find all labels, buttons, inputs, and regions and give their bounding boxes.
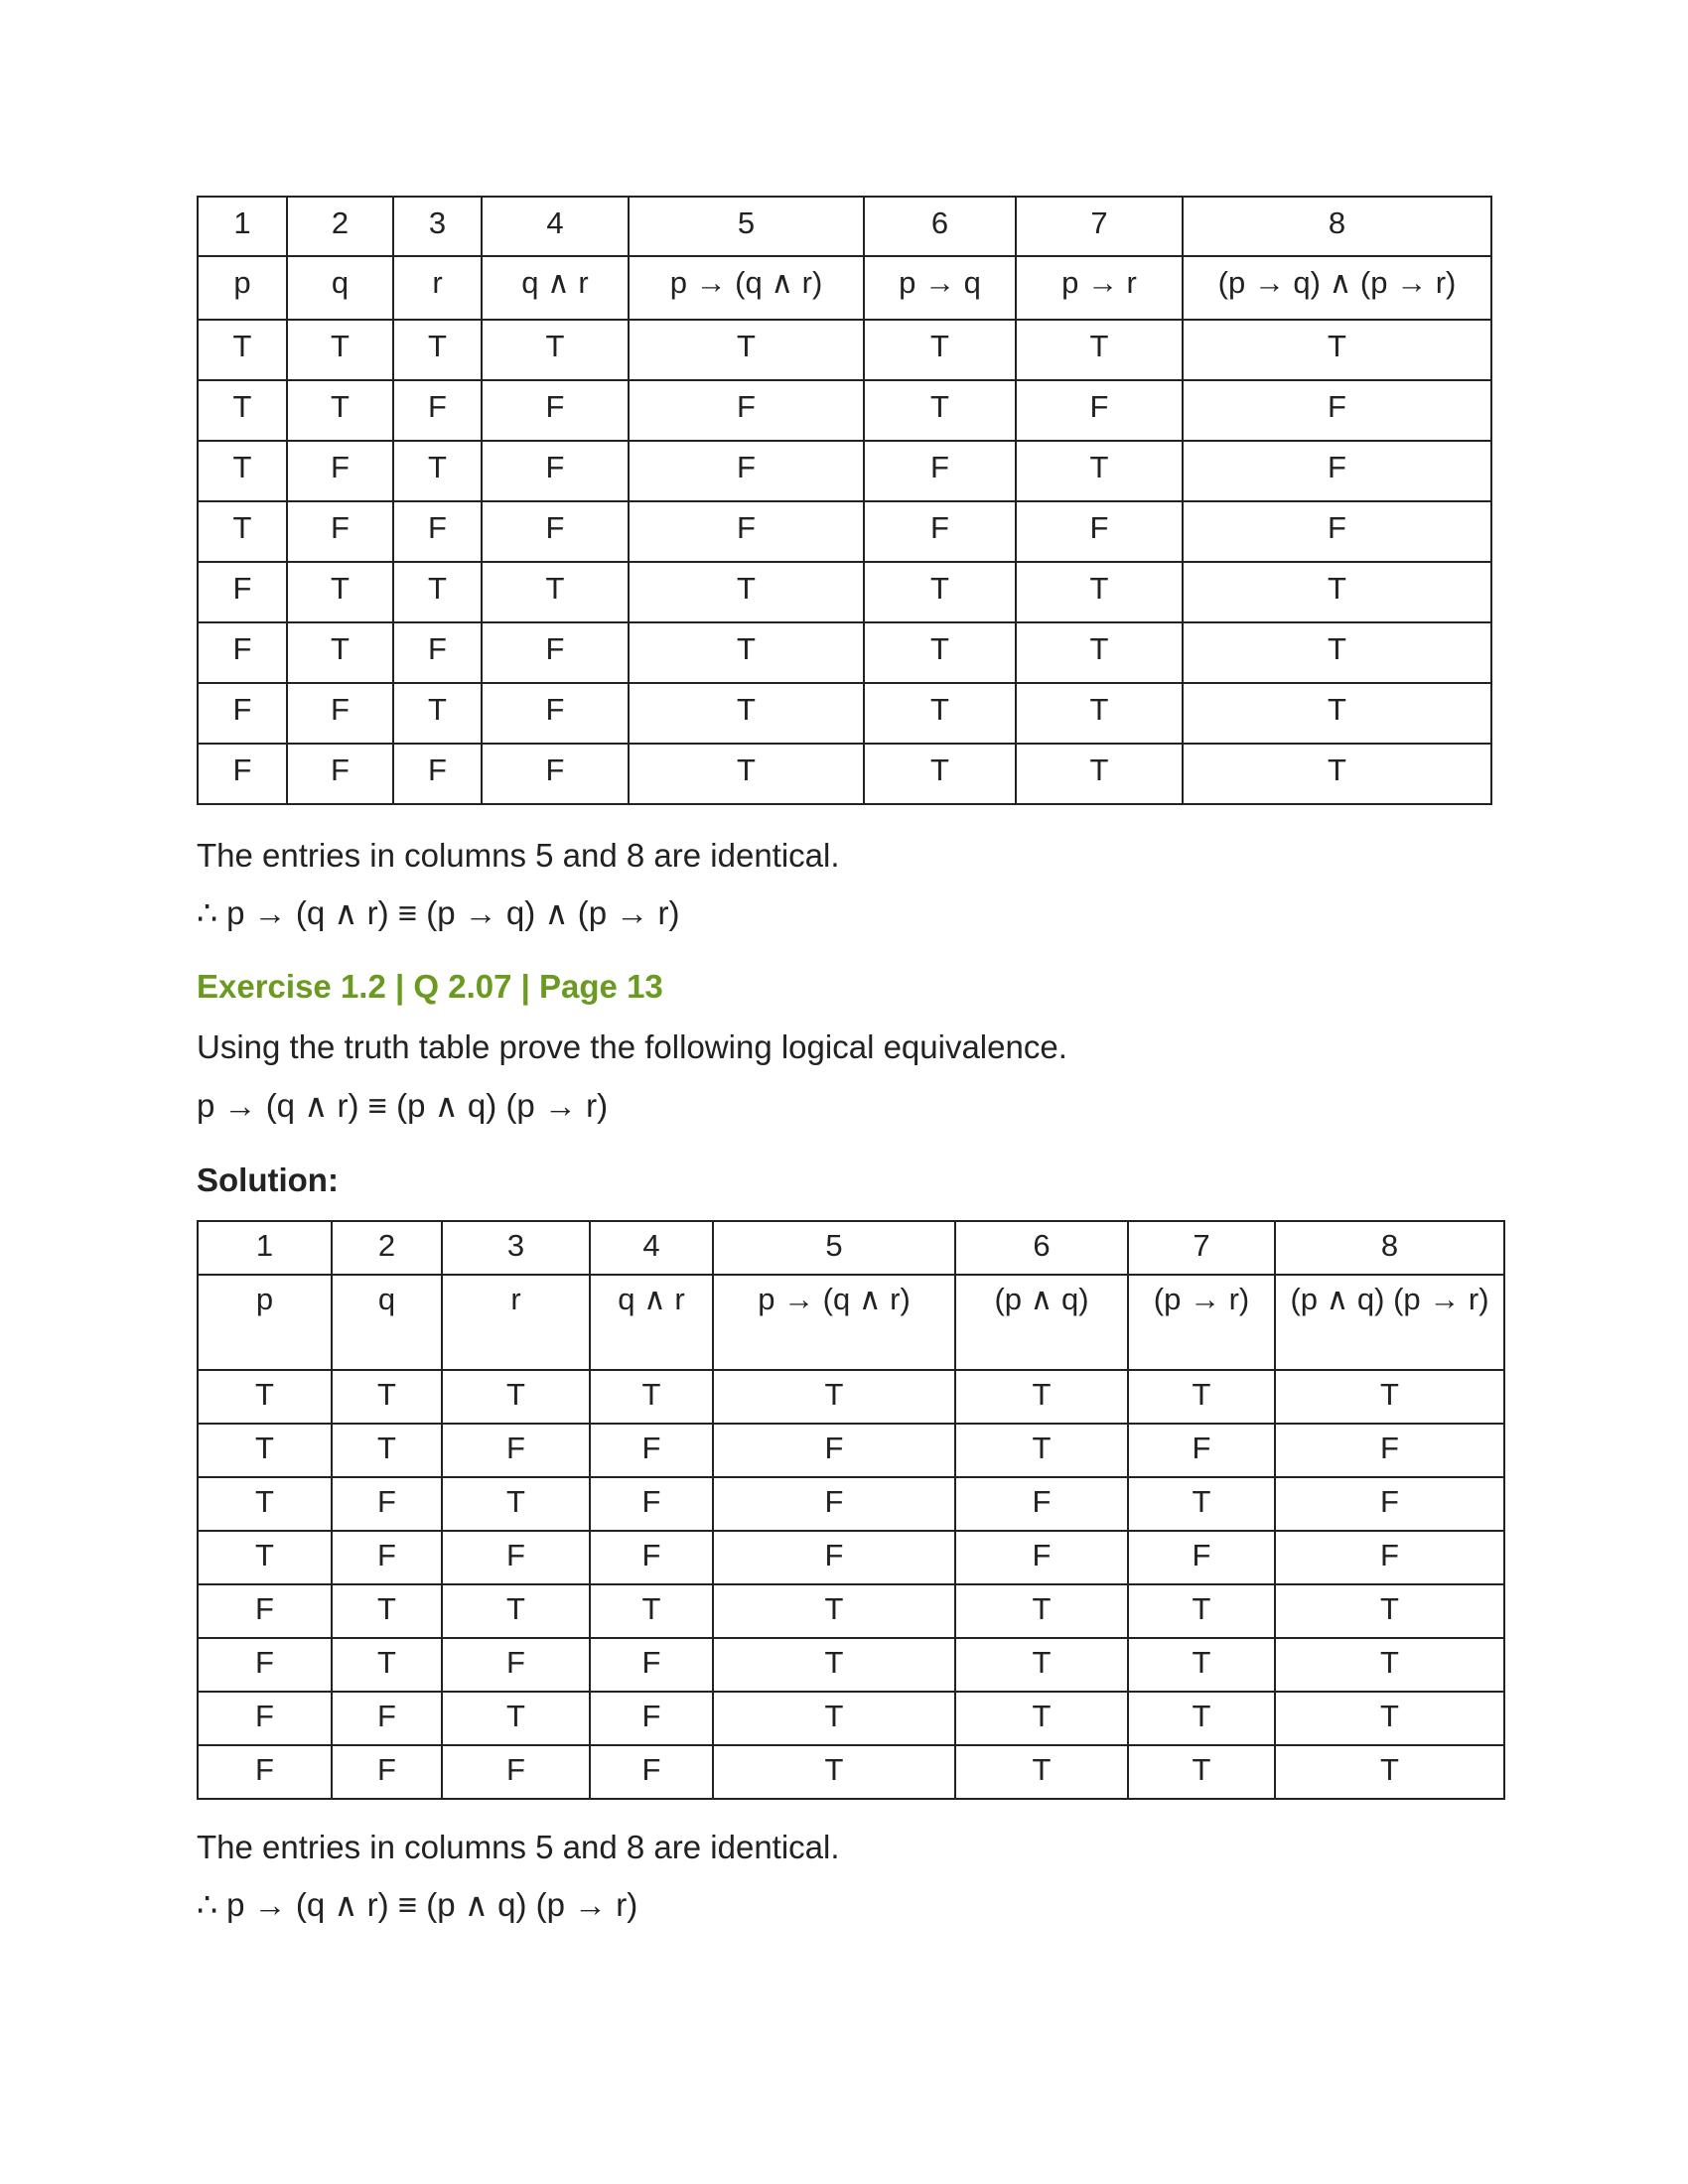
table-cell: F bbox=[198, 744, 287, 804]
table-cell: F bbox=[1016, 501, 1183, 562]
table-cell: T bbox=[1183, 622, 1491, 683]
table-cell: (p ∧ q) bbox=[955, 1275, 1128, 1370]
column-header-row bbox=[198, 1275, 1504, 1370]
table-cell: T bbox=[629, 744, 864, 804]
table-cell: T bbox=[442, 1692, 590, 1745]
table-cell: T bbox=[1275, 1638, 1504, 1692]
table-cell: T bbox=[393, 562, 482, 622]
column-number-row bbox=[198, 197, 1491, 256]
table-cell: F bbox=[864, 441, 1016, 501]
table-cell: 3 bbox=[442, 1221, 590, 1275]
table-cell: F bbox=[629, 380, 864, 441]
table-cell: T bbox=[393, 683, 482, 744]
table-cell: T bbox=[955, 1638, 1128, 1692]
table-cell: F bbox=[1275, 1424, 1504, 1477]
table-cell: T bbox=[864, 380, 1016, 441]
table-cell: F bbox=[590, 1745, 713, 1799]
table-cell: T bbox=[482, 320, 629, 380]
table-cell: T bbox=[629, 320, 864, 380]
table-cell: T bbox=[1128, 1584, 1275, 1638]
table-cell: T bbox=[1128, 1477, 1275, 1531]
table-cell: F bbox=[198, 562, 287, 622]
table-cell: T bbox=[955, 1370, 1128, 1424]
table-row bbox=[198, 501, 1491, 562]
table-cell: T bbox=[955, 1424, 1128, 1477]
table-cell: T bbox=[1183, 683, 1491, 744]
table-cell: T bbox=[198, 320, 287, 380]
table-cell: T bbox=[955, 1692, 1128, 1745]
table-row bbox=[198, 1424, 1504, 1477]
table-cell: F bbox=[393, 622, 482, 683]
table-cell: (p → q) ∧ (p → r) bbox=[1183, 256, 1491, 320]
table-cell: T bbox=[713, 1584, 955, 1638]
table-cell: T bbox=[442, 1370, 590, 1424]
table-cell: T bbox=[1016, 441, 1183, 501]
table-cell: F bbox=[590, 1531, 713, 1584]
table-cell: T bbox=[332, 1638, 442, 1692]
table-cell: F bbox=[955, 1531, 1128, 1584]
table-cell: q bbox=[287, 256, 393, 320]
table-cell: T bbox=[1016, 744, 1183, 804]
table-cell: F bbox=[1128, 1424, 1275, 1477]
table-cell: T bbox=[1183, 320, 1491, 380]
table-cell: F bbox=[482, 501, 629, 562]
table-row bbox=[198, 1745, 1504, 1799]
table-cell: F bbox=[287, 501, 393, 562]
table-cell: T bbox=[332, 1424, 442, 1477]
table-cell: F bbox=[482, 380, 629, 441]
table-cell: F bbox=[1275, 1531, 1504, 1584]
table-cell: T bbox=[332, 1370, 442, 1424]
table-cell: F bbox=[332, 1477, 442, 1531]
table-cell: T bbox=[713, 1638, 955, 1692]
identical-note-2: The entries in columns 5 and 8 are identical. bbox=[197, 1829, 840, 1865]
truth-table-1 bbox=[197, 196, 1492, 805]
table-cell: F bbox=[1275, 1477, 1504, 1531]
table-cell: F bbox=[629, 441, 864, 501]
table-cell: T bbox=[198, 380, 287, 441]
table-cell: T bbox=[864, 622, 1016, 683]
table-cell: p bbox=[198, 1275, 332, 1370]
table-cell: p → q bbox=[864, 256, 1016, 320]
table-cell: (p ∧ q) (p → r) bbox=[1275, 1275, 1504, 1370]
conclusion-1: ∴ p → (q ∧ r) ≡ (p → q) ∧ (p → r) bbox=[197, 894, 680, 931]
table-cell: T bbox=[198, 1477, 332, 1531]
table-cell: T bbox=[1275, 1370, 1504, 1424]
identical-note-1: The entries in columns 5 and 8 are identical. bbox=[197, 837, 840, 874]
table-cell: q ∧ r bbox=[482, 256, 629, 320]
table-row bbox=[198, 622, 1491, 683]
table-cell: T bbox=[955, 1584, 1128, 1638]
table-cell: T bbox=[1183, 562, 1491, 622]
table-cell: T bbox=[287, 320, 393, 380]
table-cell: F bbox=[713, 1424, 955, 1477]
table-cell: T bbox=[393, 441, 482, 501]
solution-label: Solution: bbox=[197, 1161, 339, 1198]
table-cell: T bbox=[1128, 1638, 1275, 1692]
table-cell: T bbox=[590, 1584, 713, 1638]
table-cell: F bbox=[198, 1745, 332, 1799]
table-cell: F bbox=[1128, 1531, 1275, 1584]
table-row bbox=[198, 1370, 1504, 1424]
table-cell: F bbox=[332, 1692, 442, 1745]
table-cell: F bbox=[482, 744, 629, 804]
table-cell: T bbox=[629, 683, 864, 744]
table-cell: T bbox=[1016, 622, 1183, 683]
table-row bbox=[198, 562, 1491, 622]
table-cell: F bbox=[393, 501, 482, 562]
table-cell: F bbox=[590, 1638, 713, 1692]
table-row bbox=[198, 744, 1491, 804]
table-cell: F bbox=[198, 1692, 332, 1745]
table-row bbox=[198, 380, 1491, 441]
table-cell: F bbox=[713, 1477, 955, 1531]
table-cell: T bbox=[198, 1424, 332, 1477]
table-cell: F bbox=[1016, 380, 1183, 441]
table-cell: T bbox=[1128, 1692, 1275, 1745]
column-number-row bbox=[198, 1221, 1504, 1275]
table-cell: F bbox=[287, 744, 393, 804]
table-cell: F bbox=[1183, 501, 1491, 562]
table-cell: T bbox=[198, 441, 287, 501]
exercise-heading: Exercise 1.2 | Q 2.07 | Page 13 bbox=[197, 968, 663, 1005]
table-cell: T bbox=[332, 1584, 442, 1638]
table-cell: 6 bbox=[864, 197, 1016, 256]
table-cell: F bbox=[442, 1531, 590, 1584]
table-cell: p → (q ∧ r) bbox=[713, 1275, 955, 1370]
table-cell: 4 bbox=[590, 1221, 713, 1275]
table-cell: r bbox=[393, 256, 482, 320]
table-cell: T bbox=[198, 1370, 332, 1424]
table-cell: T bbox=[864, 562, 1016, 622]
table-cell: T bbox=[864, 683, 1016, 744]
table-cell: T bbox=[629, 562, 864, 622]
table-cell: (p → r) bbox=[1128, 1275, 1275, 1370]
table-cell: 1 bbox=[198, 197, 287, 256]
table-cell: F bbox=[590, 1692, 713, 1745]
table-cell: T bbox=[442, 1584, 590, 1638]
table-cell: F bbox=[482, 441, 629, 501]
table-cell: 5 bbox=[713, 1221, 955, 1275]
table-cell: T bbox=[198, 1531, 332, 1584]
table-cell: T bbox=[1016, 562, 1183, 622]
table-cell: T bbox=[713, 1692, 955, 1745]
table-cell: T bbox=[713, 1745, 955, 1799]
table-cell: T bbox=[1275, 1692, 1504, 1745]
table-cell: 6 bbox=[955, 1221, 1128, 1275]
conclusion-2: ∴ p → (q ∧ r) ≡ (p ∧ q) (p → r) bbox=[197, 1886, 638, 1923]
table-cell: r bbox=[442, 1275, 590, 1370]
table-cell: 2 bbox=[287, 197, 393, 256]
table-cell: F bbox=[713, 1531, 955, 1584]
table-cell: 7 bbox=[1016, 197, 1183, 256]
table-cell: T bbox=[1183, 744, 1491, 804]
table-cell: 7 bbox=[1128, 1221, 1275, 1275]
table-cell: F bbox=[287, 441, 393, 501]
table-cell: p → r bbox=[1016, 256, 1183, 320]
table-cell: q ∧ r bbox=[590, 1275, 713, 1370]
table-cell: T bbox=[482, 562, 629, 622]
table-cell: F bbox=[198, 1584, 332, 1638]
table-cell: F bbox=[629, 501, 864, 562]
table-row bbox=[198, 1638, 1504, 1692]
table-cell: F bbox=[1183, 380, 1491, 441]
table-cell: T bbox=[864, 320, 1016, 380]
table-cell: T bbox=[955, 1745, 1128, 1799]
table-cell: T bbox=[713, 1370, 955, 1424]
table-cell: T bbox=[1128, 1370, 1275, 1424]
table-cell: 1 bbox=[198, 1221, 332, 1275]
table-row bbox=[198, 1584, 1504, 1638]
exercise-prompt: Using the truth table prove the following logical equivalence. bbox=[197, 1028, 1067, 1065]
table-cell: 3 bbox=[393, 197, 482, 256]
table-cell: T bbox=[1275, 1745, 1504, 1799]
table-cell: T bbox=[1128, 1745, 1275, 1799]
table-cell: p → (q ∧ r) bbox=[629, 256, 864, 320]
table-cell: F bbox=[198, 622, 287, 683]
table-row bbox=[198, 320, 1491, 380]
table-cell: 5 bbox=[629, 197, 864, 256]
table-row bbox=[198, 1692, 1504, 1745]
table-cell: F bbox=[482, 683, 629, 744]
exercise-statement: p → (q ∧ r) ≡ (p ∧ q) (p → r) bbox=[197, 1087, 609, 1124]
table-row bbox=[198, 1477, 1504, 1531]
table-cell: F bbox=[590, 1424, 713, 1477]
table-cell: F bbox=[1183, 441, 1491, 501]
table-cell: T bbox=[1275, 1584, 1504, 1638]
table-cell: F bbox=[590, 1477, 713, 1531]
table-cell: F bbox=[442, 1745, 590, 1799]
table-cell: T bbox=[198, 501, 287, 562]
table-cell: F bbox=[393, 380, 482, 441]
table-cell: F bbox=[955, 1477, 1128, 1531]
table-cell: T bbox=[864, 744, 1016, 804]
table-cell: 8 bbox=[1183, 197, 1491, 256]
table-cell: T bbox=[1016, 683, 1183, 744]
table-cell: F bbox=[198, 683, 287, 744]
table-cell: T bbox=[287, 380, 393, 441]
truth-table-2 bbox=[197, 1220, 1505, 1800]
table-cell: T bbox=[287, 622, 393, 683]
table-cell: T bbox=[629, 622, 864, 683]
table-cell: F bbox=[482, 622, 629, 683]
table-cell: F bbox=[393, 744, 482, 804]
table-cell: 2 bbox=[332, 1221, 442, 1275]
table-cell: F bbox=[442, 1424, 590, 1477]
table-cell: q bbox=[332, 1275, 442, 1370]
table-cell: 8 bbox=[1275, 1221, 1504, 1275]
table-cell: F bbox=[864, 501, 1016, 562]
table-cell: F bbox=[332, 1531, 442, 1584]
table-cell: F bbox=[332, 1745, 442, 1799]
table-cell: T bbox=[287, 562, 393, 622]
table-row bbox=[198, 683, 1491, 744]
table-cell: T bbox=[1016, 320, 1183, 380]
table-cell: F bbox=[287, 683, 393, 744]
table-cell: T bbox=[590, 1370, 713, 1424]
table-row bbox=[198, 1531, 1504, 1584]
column-header-row bbox=[198, 256, 1491, 320]
table-cell: T bbox=[442, 1477, 590, 1531]
table-cell: F bbox=[442, 1638, 590, 1692]
table-cell: 4 bbox=[482, 197, 629, 256]
table-cell: F bbox=[198, 1638, 332, 1692]
table-cell: p bbox=[198, 256, 287, 320]
table-cell: T bbox=[393, 320, 482, 380]
table-row bbox=[198, 441, 1491, 501]
